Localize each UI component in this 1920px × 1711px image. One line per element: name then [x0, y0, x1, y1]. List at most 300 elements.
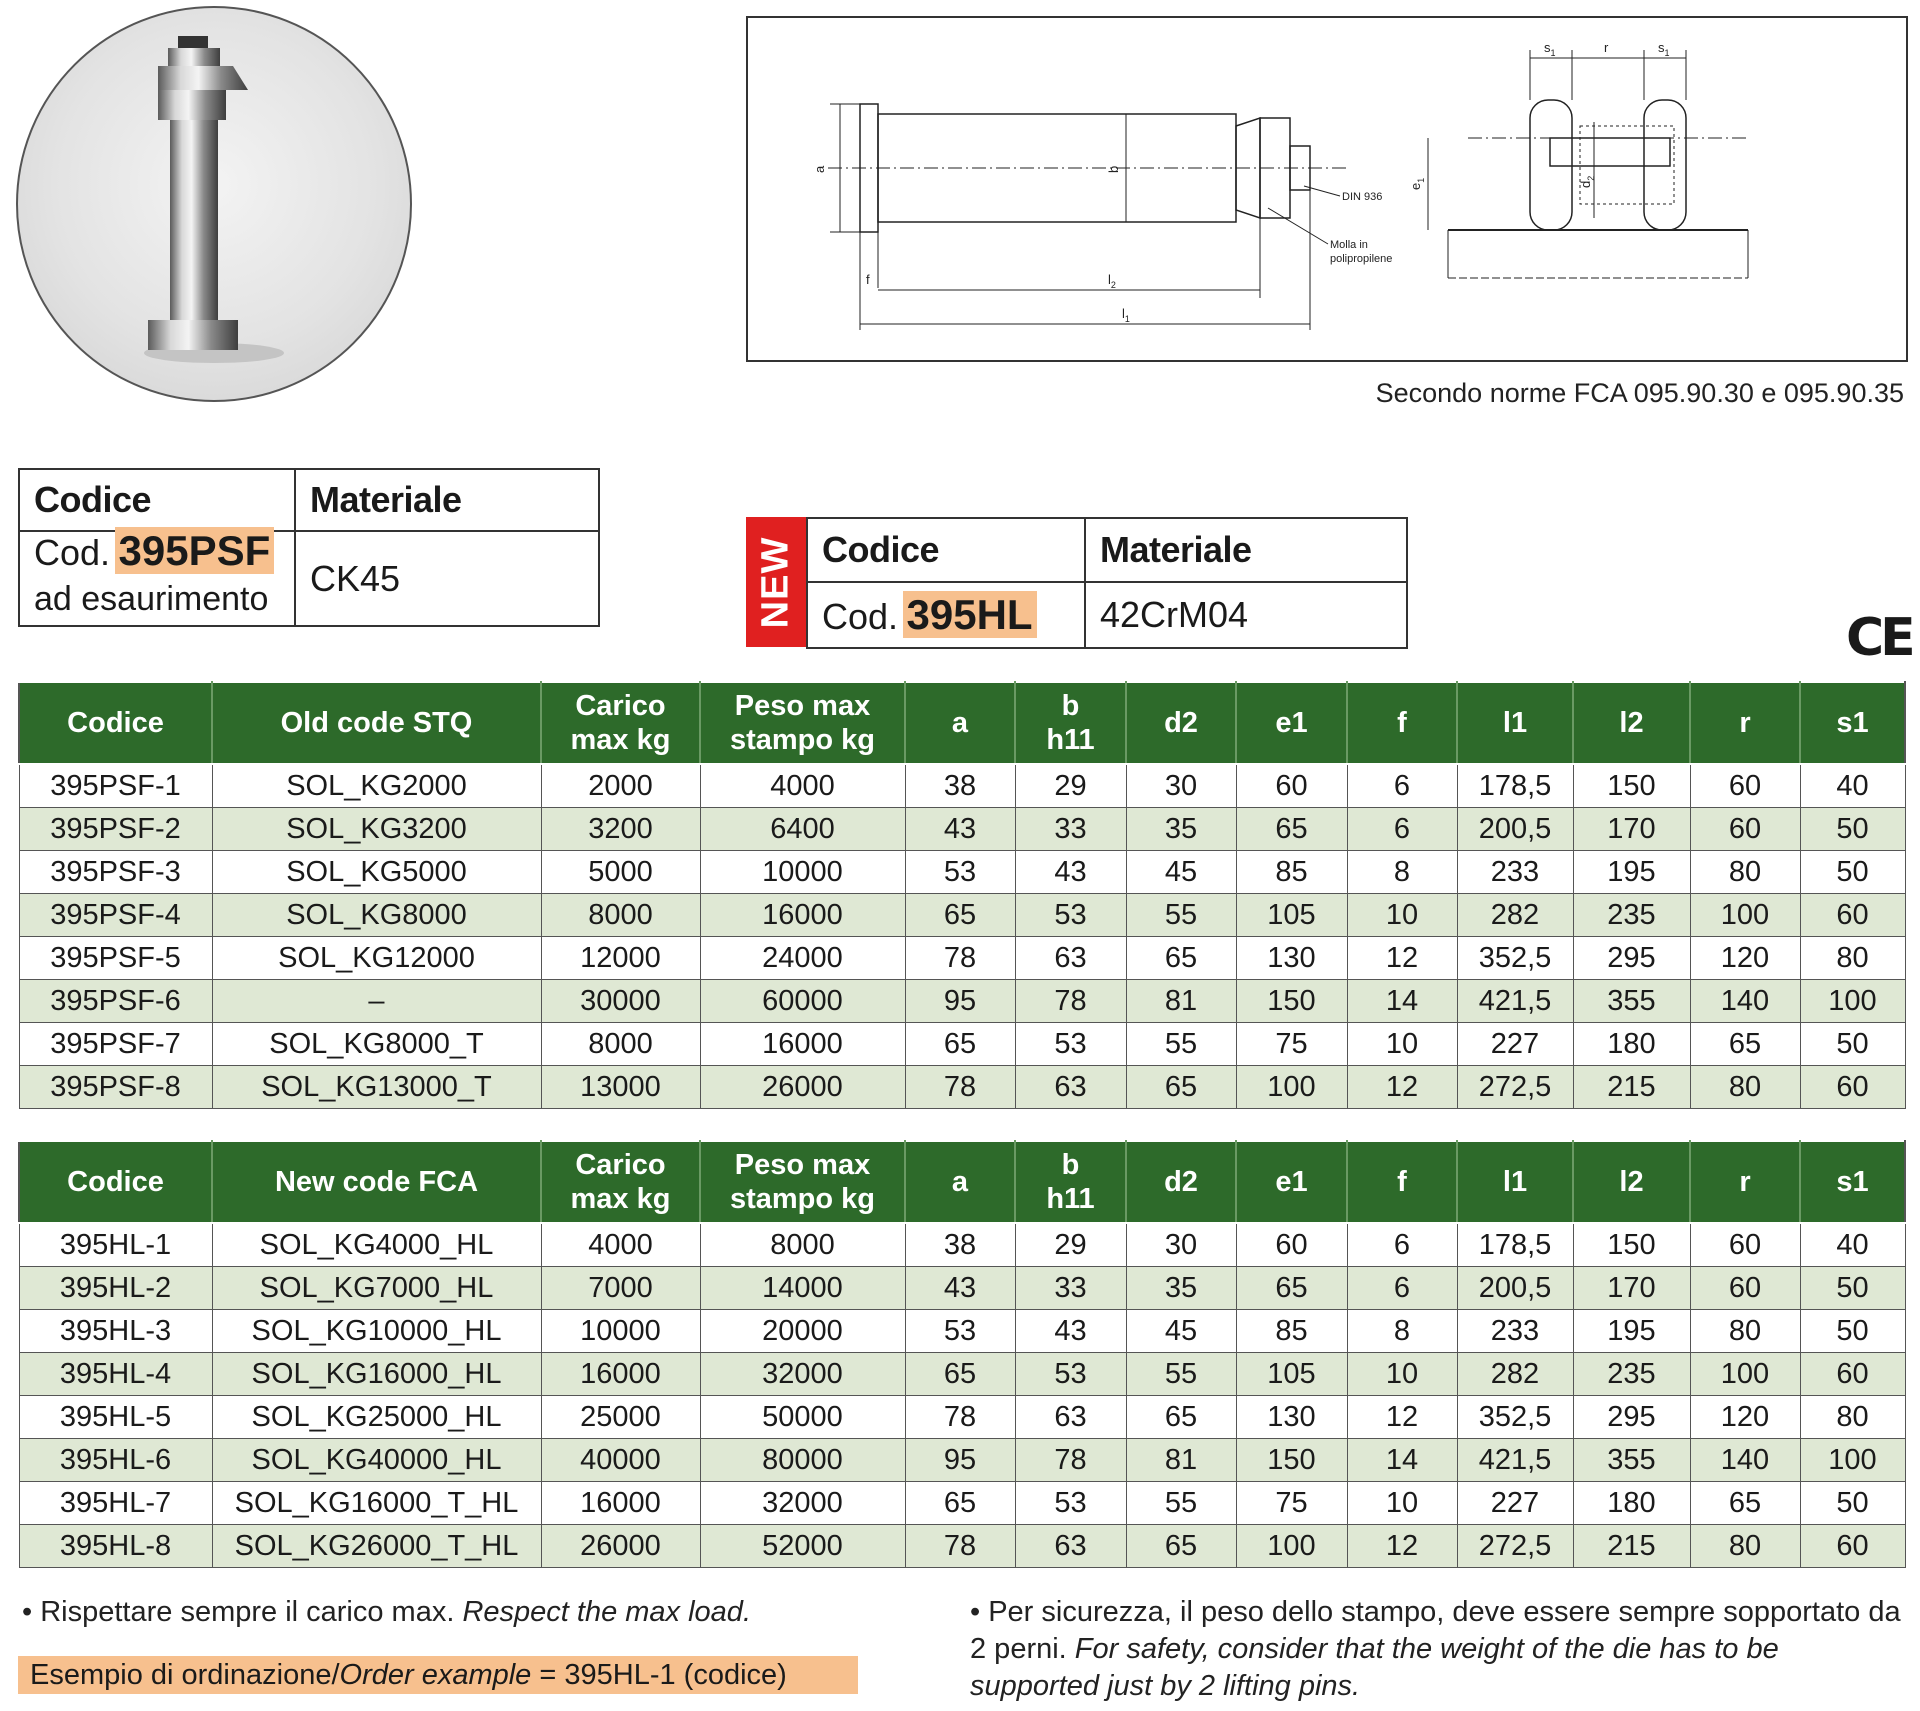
- table-row: [19, 1223, 1905, 1267]
- psf-cell: 53: [1015, 1023, 1126, 1066]
- psf-cell: 26000: [700, 1066, 905, 1109]
- hl-cell: 65: [1126, 1396, 1236, 1439]
- psf-cell: SOL_KG13000_T: [212, 1066, 541, 1109]
- hl-cell: 50: [1800, 1267, 1905, 1310]
- table-row: [19, 1066, 1905, 1109]
- hl-cell: 355: [1573, 1439, 1690, 1482]
- psf-cell: 78: [905, 937, 1015, 980]
- psf-cell: 30: [1126, 764, 1236, 808]
- psf-cell: 395PSF-1: [19, 764, 212, 808]
- table-row: [19, 808, 1905, 851]
- psf-cell: 65: [1690, 1023, 1800, 1066]
- hl-cell: 52000: [700, 1525, 905, 1568]
- hl-cell: 80: [1690, 1310, 1800, 1353]
- table-row: [19, 1353, 1905, 1396]
- psf-cell: 80: [1690, 851, 1800, 894]
- hl-cell: 10: [1347, 1353, 1457, 1396]
- info-psf-cod-prefix: Cod.: [34, 532, 111, 573]
- product-photo: [16, 6, 412, 402]
- hl-cell: 150: [1573, 1223, 1690, 1267]
- hl-cell: 12: [1347, 1396, 1457, 1439]
- hl-cell: SOL_KG16000_HL: [212, 1353, 541, 1396]
- hl-header-4: a: [905, 1141, 1015, 1223]
- hl-cell: 421,5: [1457, 1439, 1573, 1482]
- hl-cell: 14: [1347, 1439, 1457, 1482]
- psf-header-6: d2: [1126, 682, 1236, 764]
- hl-header-3: Peso max stampo kg: [700, 1141, 905, 1223]
- psf-cell: 6: [1347, 764, 1457, 808]
- table-row: [19, 1482, 1905, 1525]
- hl-cell: 16000: [541, 1482, 700, 1525]
- hl-cell: 352,5: [1457, 1396, 1573, 1439]
- hl-cell: 120: [1690, 1396, 1800, 1439]
- psf-cell: 10: [1347, 1023, 1457, 1066]
- hl-cell: 6: [1347, 1267, 1457, 1310]
- hl-cell: SOL_KG16000_T_HL: [212, 1482, 541, 1525]
- hl-cell: 8000: [700, 1223, 905, 1267]
- note-max-load: [22, 1594, 842, 1631]
- hl-cell: 60: [1690, 1223, 1800, 1267]
- psf-cell: 45: [1126, 851, 1236, 894]
- psf-cell: 10: [1347, 894, 1457, 937]
- hl-cell: 78: [1015, 1439, 1126, 1482]
- psf-cell: 233: [1457, 851, 1573, 894]
- psf-cell: 95: [905, 980, 1015, 1023]
- hl-cell: 7000: [541, 1267, 700, 1310]
- psf-cell: 180: [1573, 1023, 1690, 1066]
- hl-cell: 180: [1573, 1482, 1690, 1525]
- hl-cell: 50: [1800, 1482, 1905, 1525]
- psf-cell: 60: [1236, 764, 1347, 808]
- hl-cell: 65: [1236, 1267, 1347, 1310]
- psf-cell: 235: [1573, 894, 1690, 937]
- psf-cell: 55: [1126, 1023, 1236, 1066]
- hl-header-12: s1: [1800, 1141, 1905, 1223]
- psf-cell: 395PSF-4: [19, 894, 212, 937]
- psf-cell: 8: [1347, 851, 1457, 894]
- psf-cell: 38: [905, 764, 1015, 808]
- hl-cell: 32000: [700, 1353, 905, 1396]
- hl-cell: 227: [1457, 1482, 1573, 1525]
- info-box-psf: [18, 468, 600, 627]
- psf-cell: 24000: [700, 937, 905, 980]
- hl-cell: 140: [1690, 1439, 1800, 1482]
- note-max-load-it: • Rispettare sempre il carico max.: [22, 1596, 463, 1628]
- technical-drawing: [746, 16, 1908, 362]
- hl-cell: 65: [1690, 1482, 1800, 1525]
- note-max-load-en: Respect the max load.: [462, 1596, 751, 1628]
- hl-cell: 200,5: [1457, 1267, 1573, 1310]
- psf-cell: 395PSF-8: [19, 1066, 212, 1109]
- info-psf-cod-value: 395PSF: [115, 527, 275, 574]
- hl-cell: 395HL-1: [19, 1223, 212, 1267]
- din-label: DIN 936: [1342, 191, 1383, 203]
- psf-cell: 85: [1236, 851, 1347, 894]
- hl-cell: 12: [1347, 1525, 1457, 1568]
- hl-cell: 100: [1236, 1525, 1347, 1568]
- psf-cell: SOL_KG12000: [212, 937, 541, 980]
- psf-cell: 60000: [700, 980, 905, 1023]
- hl-cell: 25000: [541, 1396, 700, 1439]
- dim-s1-left-label: $s_1$: [1544, 40, 1556, 58]
- hl-header-1: New code FCA: [212, 1141, 541, 1223]
- psf-cell: 65: [1126, 937, 1236, 980]
- psf-cell: 395PSF-7: [19, 1023, 212, 1066]
- dim-b-label: b: [1106, 165, 1121, 173]
- hl-cell: 53: [1015, 1482, 1126, 1525]
- psf-cell: 272,5: [1457, 1066, 1573, 1109]
- psf-cell: 105: [1236, 894, 1347, 937]
- psf-cell: 14: [1347, 980, 1457, 1023]
- hl-cell: 45: [1126, 1310, 1236, 1353]
- table-header-row: [19, 682, 1905, 764]
- hl-cell: 60: [1236, 1223, 1347, 1267]
- norm-reference: Secondo norme FCA 095.90.30 e 095.90.35: [1375, 378, 1904, 408]
- psf-cell: 12: [1347, 1066, 1457, 1109]
- new-badge: [746, 517, 806, 647]
- psf-cell: 215: [1573, 1066, 1690, 1109]
- note-safety: [970, 1594, 1904, 1705]
- hl-cell: 65: [905, 1482, 1015, 1525]
- psf-header-12: s1: [1800, 682, 1905, 764]
- psf-cell: 421,5: [1457, 980, 1573, 1023]
- hl-cell: 16000: [541, 1353, 700, 1396]
- info-box-hl: [806, 517, 1408, 649]
- dim-s1-right-label: $s_1$: [1658, 40, 1670, 58]
- dim-l2-label: $l_2$: [1108, 272, 1116, 290]
- psf-cell: 43: [1015, 851, 1126, 894]
- psf-cell: 80: [1800, 937, 1905, 980]
- psf-cell: 65: [1236, 808, 1347, 851]
- hl-cell: 53: [905, 1310, 1015, 1353]
- psf-header-3: Peso max stampo kg: [700, 682, 905, 764]
- psf-cell: 63: [1015, 937, 1126, 980]
- psf-header-1: Old code STQ: [212, 682, 541, 764]
- hl-header-2: Carico max kg: [541, 1141, 700, 1223]
- psf-cell: 16000: [700, 894, 905, 937]
- hl-cell: 29: [1015, 1223, 1126, 1267]
- psf-cell: 75: [1236, 1023, 1347, 1066]
- psf-cell: SOL_KG8000: [212, 894, 541, 937]
- psf-cell: 60: [1800, 1066, 1905, 1109]
- hl-cell: 395HL-6: [19, 1439, 212, 1482]
- psf-cell: 43: [905, 808, 1015, 851]
- info-hl-code-cell: [807, 582, 1085, 648]
- table-row: [19, 937, 1905, 980]
- hl-cell: 50000: [700, 1396, 905, 1439]
- hl-cell: 81: [1126, 1439, 1236, 1482]
- pin-dimension-drawing: [748, 18, 1906, 360]
- table-header-row: [19, 1141, 1905, 1223]
- hl-cell: 170: [1573, 1267, 1690, 1310]
- hl-cell: SOL_KG4000_HL: [212, 1223, 541, 1267]
- hl-cell: 233: [1457, 1310, 1573, 1353]
- hl-cell: 65: [1126, 1525, 1236, 1568]
- hl-cell: 178,5: [1457, 1223, 1573, 1267]
- hl-cell: 65: [905, 1353, 1015, 1396]
- table-row: [19, 764, 1905, 808]
- psf-cell: 4000: [700, 764, 905, 808]
- info-psf-material: CK45: [295, 531, 599, 626]
- psf-cell: 200,5: [1457, 808, 1573, 851]
- hl-cell: 53: [1015, 1353, 1126, 1396]
- psf-cell: 6: [1347, 808, 1457, 851]
- psf-cell: 55: [1126, 894, 1236, 937]
- hl-cell: 130: [1236, 1396, 1347, 1439]
- hl-cell: 43: [905, 1267, 1015, 1310]
- psf-cell: 2000: [541, 764, 700, 808]
- hl-cell: 395HL-2: [19, 1267, 212, 1310]
- psf-cell: 395PSF-6: [19, 980, 212, 1023]
- psf-cell: 227: [1457, 1023, 1573, 1066]
- hl-cell: 35: [1126, 1267, 1236, 1310]
- psf-cell: 78: [905, 1066, 1015, 1109]
- psf-cell: 6400: [700, 808, 905, 851]
- info-hl-material-header: Materiale: [1085, 518, 1407, 582]
- hl-cell: 60: [1800, 1353, 1905, 1396]
- psf-header-2: Carico max kg: [541, 682, 700, 764]
- hl-cell: 26000: [541, 1525, 700, 1568]
- hl-cell: 32000: [700, 1482, 905, 1525]
- psf-cell: 12000: [541, 937, 700, 980]
- hl-cell: 295: [1573, 1396, 1690, 1439]
- dim-l1-label: $l_1$: [1122, 306, 1130, 324]
- psf-cell: 65: [905, 1023, 1015, 1066]
- info-psf-code-header: Codice: [19, 469, 295, 531]
- hl-cell: 50: [1800, 1310, 1905, 1353]
- info-hl-cod-prefix: Cod.: [822, 596, 899, 637]
- note-safety-it: • Per sicurezza, il peso dello stampo, deve essere sempre sopportato da 2 perni.: [970, 1596, 1901, 1665]
- order-example-it: Esempio di ordinazione/: [30, 1659, 340, 1691]
- table-row: [19, 851, 1905, 894]
- hl-cell: 395HL-5: [19, 1396, 212, 1439]
- psf-cell: 195: [1573, 851, 1690, 894]
- table-row: [19, 1267, 1905, 1310]
- psf-cell: 150: [1236, 980, 1347, 1023]
- hl-cell: 282: [1457, 1353, 1573, 1396]
- hl-cell: 100: [1690, 1353, 1800, 1396]
- psf-cell: 60: [1690, 764, 1800, 808]
- hl-header-9: l1: [1457, 1141, 1573, 1223]
- molla-label-2: polipropilene: [1330, 253, 1393, 265]
- order-example: [18, 1656, 858, 1694]
- psf-cell: 10000: [700, 851, 905, 894]
- psf-cell: 16000: [700, 1023, 905, 1066]
- info-hl-cod-value: 395HL: [903, 591, 1037, 638]
- hl-cell: SOL_KG26000_T_HL: [212, 1525, 541, 1568]
- psf-cell: 30000: [541, 980, 700, 1023]
- hl-cell: SOL_KG40000_HL: [212, 1439, 541, 1482]
- psf-cell: 29: [1015, 764, 1126, 808]
- hl-cell: 75: [1236, 1482, 1347, 1525]
- hl-cell: 100: [1800, 1439, 1905, 1482]
- hl-cell: 85: [1236, 1310, 1347, 1353]
- new-badge-label: NEW: [754, 536, 797, 628]
- psf-cell: 140: [1690, 980, 1800, 1023]
- psf-cell: 178,5: [1457, 764, 1573, 808]
- hl-cell: 10000: [541, 1310, 700, 1353]
- psf-cell: 5000: [541, 851, 700, 894]
- hl-cell: 43: [1015, 1310, 1126, 1353]
- hl-header-10: l2: [1573, 1141, 1690, 1223]
- hl-header-11: r: [1690, 1141, 1800, 1223]
- dim-e1-label: $e_1$: [1408, 177, 1426, 190]
- psf-cell: SOL_KG2000: [212, 764, 541, 808]
- hl-cell: 33: [1015, 1267, 1126, 1310]
- psf-cell: 282: [1457, 894, 1573, 937]
- psf-header-10: l2: [1573, 682, 1690, 764]
- hl-cell: 235: [1573, 1353, 1690, 1396]
- hl-cell: 60: [1800, 1525, 1905, 1568]
- psf-cell: 50: [1800, 808, 1905, 851]
- psf-header-4: a: [905, 682, 1015, 764]
- hl-cell: 55: [1126, 1353, 1236, 1396]
- dim-a-label: a: [812, 165, 827, 173]
- hl-cell: 95: [905, 1439, 1015, 1482]
- psf-cell: 50: [1800, 851, 1905, 894]
- hl-cell: 78: [905, 1396, 1015, 1439]
- table-row: [19, 980, 1905, 1023]
- hl-cell: 195: [1573, 1310, 1690, 1353]
- psf-cell: 150: [1573, 764, 1690, 808]
- hl-header-0: Codice: [19, 1141, 212, 1223]
- hl-cell: 40000: [541, 1439, 700, 1482]
- hl-cell: SOL_KG7000_HL: [212, 1267, 541, 1310]
- hl-cell: 60: [1690, 1267, 1800, 1310]
- hl-cell: 20000: [700, 1310, 905, 1353]
- table-row: [19, 1310, 1905, 1353]
- hl-cell: 4000: [541, 1223, 700, 1267]
- psf-cell: 60: [1800, 894, 1905, 937]
- psf-header-11: r: [1690, 682, 1800, 764]
- info-hl-material: 42CrM04: [1085, 582, 1407, 648]
- hl-header-7: e1: [1236, 1141, 1347, 1223]
- hl-header-6: d2: [1126, 1141, 1236, 1223]
- dim-f-label: f: [866, 272, 870, 287]
- hl-cell: 30: [1126, 1223, 1236, 1267]
- hl-cell: SOL_KG10000_HL: [212, 1310, 541, 1353]
- ce-mark: CE: [1846, 608, 1912, 668]
- hl-cell: 272,5: [1457, 1525, 1573, 1568]
- order-example-en: Order example: [339, 1659, 532, 1691]
- psf-cell: 395PSF-3: [19, 851, 212, 894]
- psf-cell: SOL_KG3200: [212, 808, 541, 851]
- table-row: [19, 1439, 1905, 1482]
- molla-label-1: Molla in: [1330, 239, 1368, 251]
- table-row: [19, 894, 1905, 937]
- psf-cell: 63: [1015, 1066, 1126, 1109]
- psf-cell: 355: [1573, 980, 1690, 1023]
- hl-cell: 215: [1573, 1525, 1690, 1568]
- hl-cell: 55: [1126, 1482, 1236, 1525]
- hl-cell: 10: [1347, 1482, 1457, 1525]
- order-example-value: = 395HL-1 (codice): [531, 1659, 787, 1691]
- psf-cell: 13000: [541, 1066, 700, 1109]
- psf-cell: 53: [1015, 894, 1126, 937]
- hl-cell: 395HL-7: [19, 1482, 212, 1525]
- psf-cell: 120: [1690, 937, 1800, 980]
- dim-d2-label: $d_2$: [1578, 175, 1596, 188]
- psf-cell: 60: [1690, 808, 1800, 851]
- info-psf-material-header: Materiale: [295, 469, 599, 531]
- table-row: [19, 1023, 1905, 1066]
- psf-cell: 395PSF-5: [19, 937, 212, 980]
- hl-cell: 38: [905, 1223, 1015, 1267]
- hl-cell: 40: [1800, 1223, 1905, 1267]
- hl-cell: 14000: [700, 1267, 905, 1310]
- info-psf-code-cell: [19, 527, 295, 626]
- psf-cell: 352,5: [1457, 937, 1573, 980]
- psf-cell: 395PSF-2: [19, 808, 212, 851]
- psf-cell: 12: [1347, 937, 1457, 980]
- hl-cell: 395HL-8: [19, 1525, 212, 1568]
- psf-cell: 40: [1800, 764, 1905, 808]
- note-safety-en: For safety, consider that the weight of the die has to be supported just by 2 lifting pins.: [970, 1633, 1779, 1702]
- hl-cell: 8: [1347, 1310, 1457, 1353]
- psf-header-8: f: [1347, 682, 1457, 764]
- psf-cell: 100: [1800, 980, 1905, 1023]
- table-row: [19, 1396, 1905, 1439]
- psf-header-5: b h11: [1015, 682, 1126, 764]
- psf-cell: 81: [1126, 980, 1236, 1023]
- psf-cell: 130: [1236, 937, 1347, 980]
- hl-cell: 80000: [700, 1439, 905, 1482]
- psf-cell: 53: [905, 851, 1015, 894]
- psf-header-0: Codice: [19, 682, 212, 764]
- spec-table-hl: [18, 1140, 1906, 1568]
- lifting-pin-image: [18, 8, 410, 400]
- hl-cell: 63: [1015, 1396, 1126, 1439]
- psf-cell: 33: [1015, 808, 1126, 851]
- psf-cell: 80: [1690, 1066, 1800, 1109]
- psf-cell: 100: [1690, 894, 1800, 937]
- psf-cell: 295: [1573, 937, 1690, 980]
- psf-cell: SOL_KG8000_T: [212, 1023, 541, 1066]
- psf-cell: SOL_KG5000: [212, 851, 541, 894]
- hl-cell: 63: [1015, 1525, 1126, 1568]
- hl-cell: SOL_KG25000_HL: [212, 1396, 541, 1439]
- psf-cell: 65: [1126, 1066, 1236, 1109]
- table-row: [19, 1525, 1905, 1568]
- hl-cell: 80: [1690, 1525, 1800, 1568]
- hl-cell: 395HL-3: [19, 1310, 212, 1353]
- psf-cell: 8000: [541, 894, 700, 937]
- psf-header-9: l1: [1457, 682, 1573, 764]
- dim-r-label: r: [1604, 40, 1609, 55]
- psf-cell: 3200: [541, 808, 700, 851]
- psf-cell: 35: [1126, 808, 1236, 851]
- psf-cell: 65: [905, 894, 1015, 937]
- psf-cell: 78: [1015, 980, 1126, 1023]
- hl-cell: 395HL-4: [19, 1353, 212, 1396]
- hl-cell: 80: [1800, 1396, 1905, 1439]
- hl-cell: 105: [1236, 1353, 1347, 1396]
- spec-table-psf: [18, 681, 1906, 1109]
- psf-cell: 170: [1573, 808, 1690, 851]
- hl-cell: 150: [1236, 1439, 1347, 1482]
- psf-header-7: e1: [1236, 682, 1347, 764]
- psf-cell: 100: [1236, 1066, 1347, 1109]
- info-hl-code-header: Codice: [807, 518, 1085, 582]
- psf-cell: 8000: [541, 1023, 700, 1066]
- hl-header-5: b h11: [1015, 1141, 1126, 1223]
- psf-cell: –: [212, 980, 541, 1023]
- hl-cell: 6: [1347, 1223, 1457, 1267]
- info-psf-cod-note: ad esaurimento: [34, 580, 269, 618]
- hl-header-8: f: [1347, 1141, 1457, 1223]
- hl-cell: 78: [905, 1525, 1015, 1568]
- psf-cell: 50: [1800, 1023, 1905, 1066]
